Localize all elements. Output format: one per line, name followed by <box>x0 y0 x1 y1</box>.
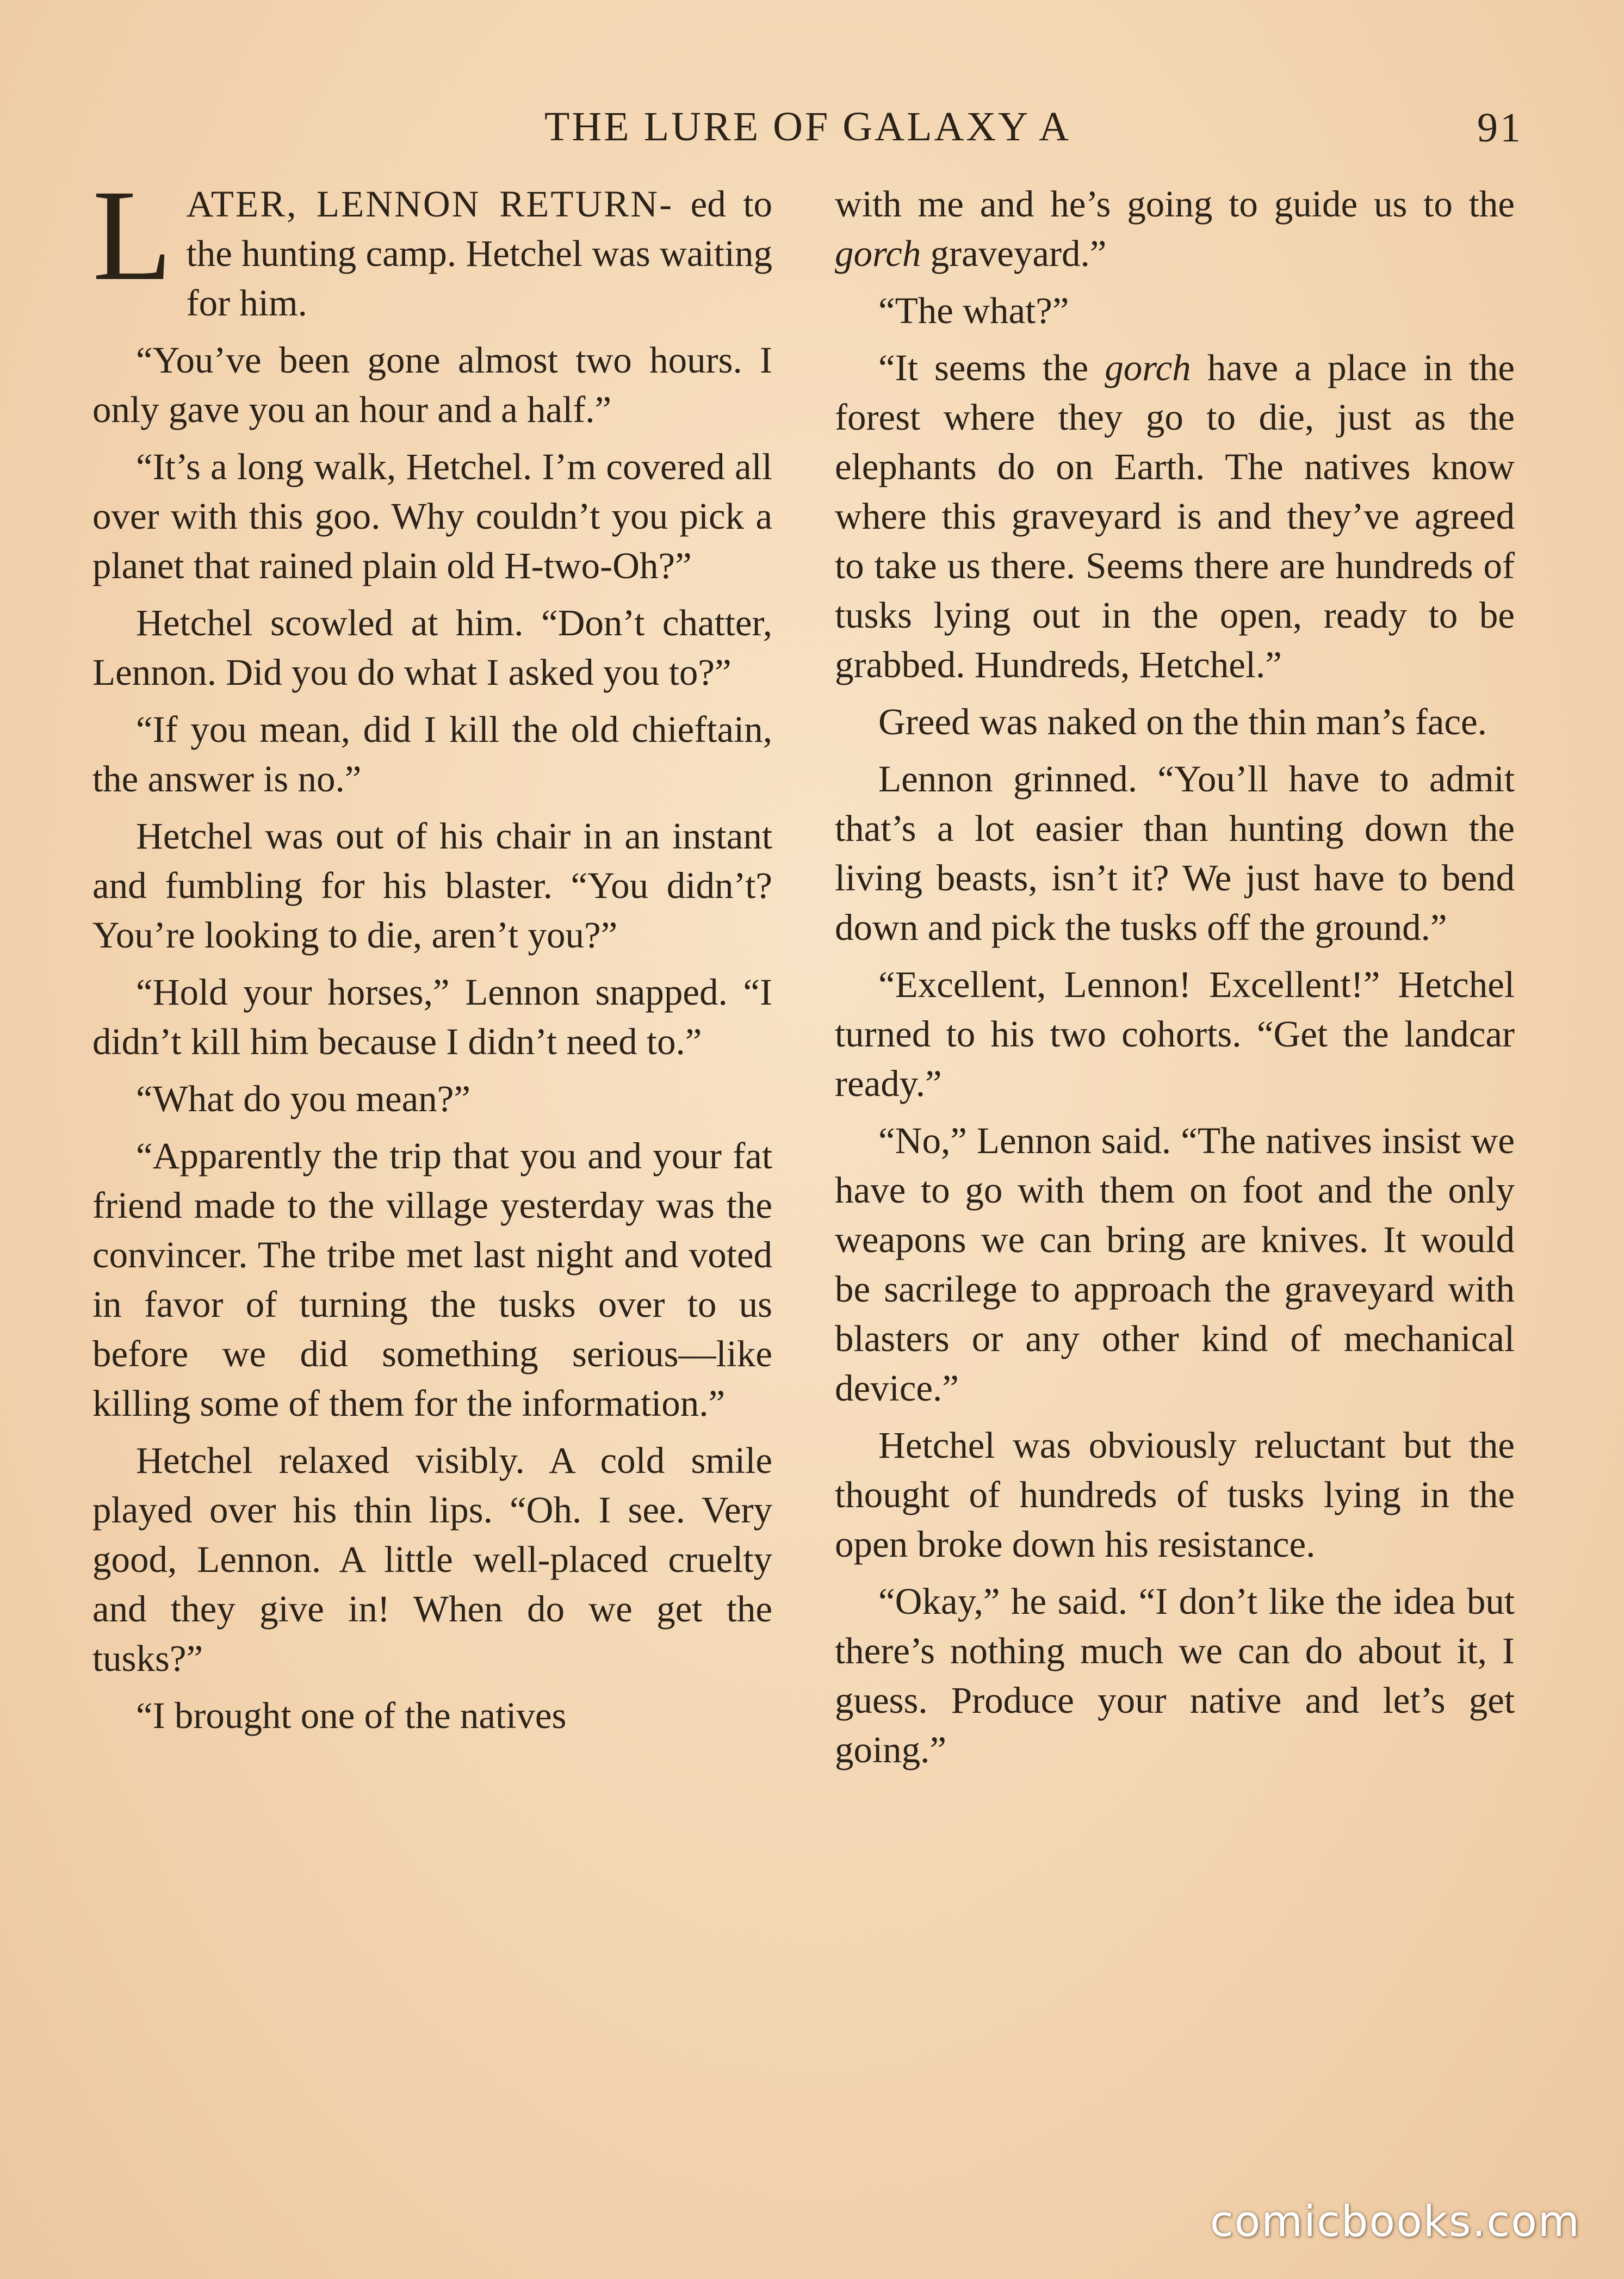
paragraph: “You’ve been gone almost two hours. I only gave you an hour and a half.” <box>92 339 772 430</box>
opening-caps: ATER, LENNON RETURN- <box>186 183 674 225</box>
paragraph <box>835 343 1515 690</box>
paragraph: “I brought one of the natives <box>136 1695 567 1736</box>
paragraph: “It’s a long walk, Hetchel. I’m covered all over with this goo. Why couldn’t you pick a planet that rained plain old H-two-Oh?” <box>92 446 772 586</box>
paragraph: “Excellent, Lennon! Excellent!” Hetchel turned to his two cohorts. “Get the landcar ready.” <box>835 964 1515 1104</box>
paragraph: Greed was naked on the thin man’s face. <box>878 701 1487 742</box>
opening-text: ed to the hunting camp. Hetchel was waiting for him. <box>186 183 772 324</box>
right-column <box>835 179 1515 1782</box>
text-run: have a place in the forest where they go to die, just as the elephants do on Earth. The natives know where this graveyard is and they’ve agreed to take us there. Seems there are hundreds of tusks lying out in the open, ready to be grabbed. Hundreds, Hetchel.” <box>835 347 1515 685</box>
page-title: THE LURE OF GALAXY A <box>544 104 1071 150</box>
paragraph: Hetchel relaxed visibly. A cold smile played over his thin lips. “Oh. I see. Very good, Lennon. A little well-placed cruelty and they give in! When do we get the tusks?” <box>92 1440 772 1679</box>
left-column <box>92 163 772 1748</box>
paragraph: Hetchel was out of his chair in an instant and fumbling for his blaster. “You didn’t? You’re looking to die, aren’t you?” <box>92 815 772 956</box>
italic-term: gorch <box>1105 347 1191 388</box>
text-run: with me and he’s going to guide us to the <box>835 183 1515 225</box>
paragraph: “The what?” <box>878 290 1069 331</box>
paragraph: “Apparently the trip that you and your fat friend made to the village yesterday was the convincer. The tribe met last night and voted in favor of turning the tusks over to us before we did something serious—like killing some of them for the information.” <box>92 1135 772 1424</box>
page-number: 91 <box>1477 105 1523 151</box>
paragraph: “No,” Lennon said. “The natives insist we have to go with them on foot and the only weapons we can bring are knives. It would be sacrilege to approach the graveyard with blasters or any other kind of mechanical device.” <box>835 1120 1515 1409</box>
paragraph: “If you mean, did I kill the old chieftain, the answer is no.” <box>92 709 772 800</box>
continuation-paragraph <box>835 179 1515 278</box>
paragraph: “What do you mean?” <box>136 1078 470 1119</box>
paragraph: Hetchel scowled at him. “Don’t chatter, Lennon. Did you do what I asked you to?” <box>92 602 772 693</box>
paragraph: Lennon grinned. “You’ll have to admit that’s a lot easier than hunting down the living beasts, isn’t it? We just have to bend down and pick the tusks off the ground.” <box>835 758 1515 948</box>
text-run: graveyard.” <box>921 233 1107 274</box>
paragraph: Hetchel was obviously reluctant but the thought of hundreds of tusks lying in the open broke down his resistance. <box>835 1425 1515 1565</box>
opening-paragraph <box>92 163 772 328</box>
paragraph: “Hold your horses,” Lennon snapped. “I didn’t kill him because I didn’t need to.” <box>92 971 772 1062</box>
site-watermark: comicbooks.com <box>1210 2197 1580 2246</box>
paragraph: “Okay,” he said. “I don’t like the idea but there’s nothing much we can do about it, I guess. Produce your native and let’s get going.” <box>835 1581 1515 1770</box>
italic-term: gorch <box>835 233 921 274</box>
text-run: “It seems the <box>878 347 1105 388</box>
drop-cap: L <box>92 163 172 307</box>
running-head <box>92 98 1523 158</box>
